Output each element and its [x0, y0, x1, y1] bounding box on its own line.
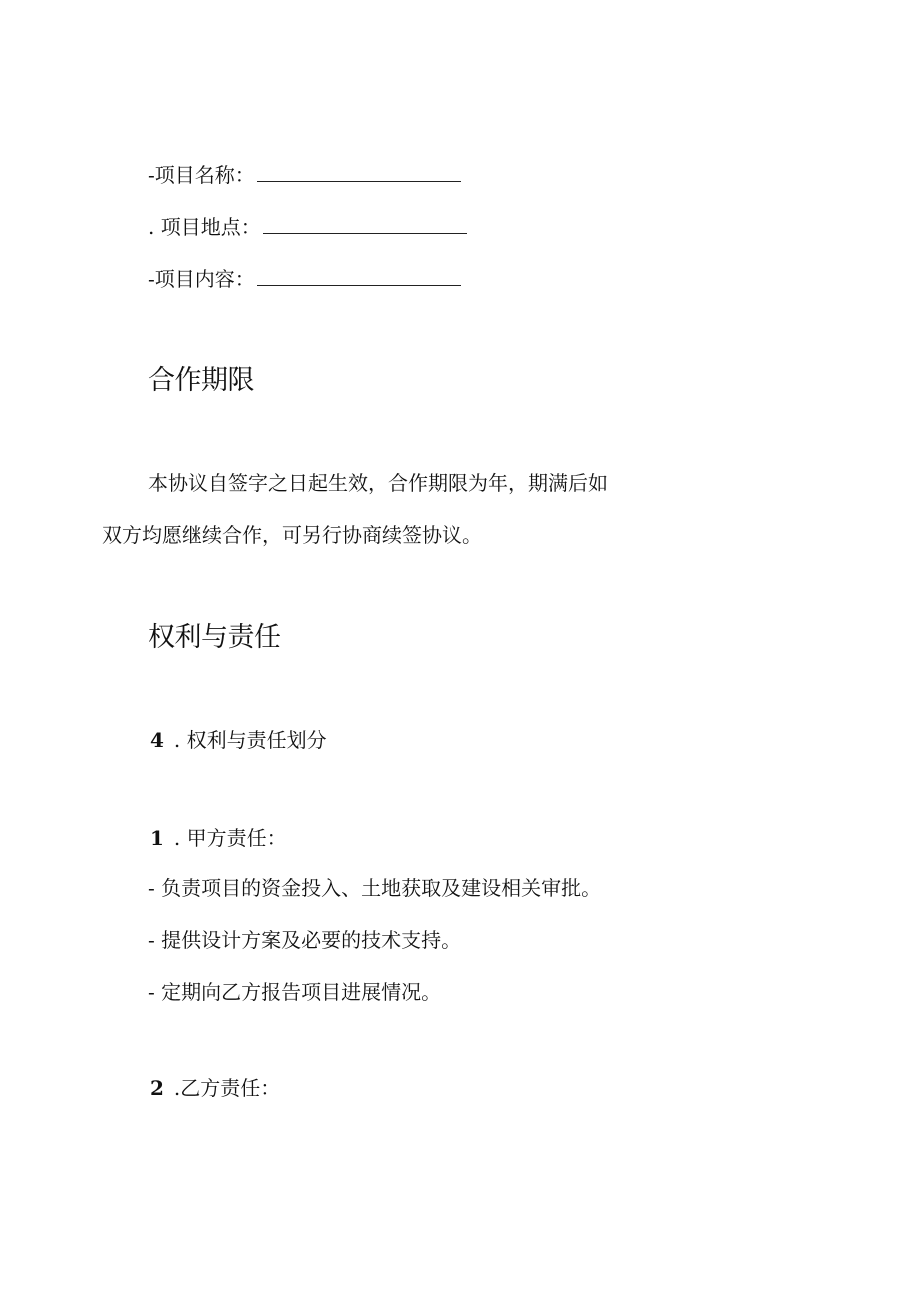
- paragraph-line-2: 双方均愿继续合作，可另行协商续签协议。: [102, 523, 482, 547]
- paragraph-line-1: 本协议自签字之日起生效，合作期限为年，期满后如: [148, 471, 608, 495]
- blank-line: [257, 267, 461, 286]
- field-label: -项目内容：: [148, 267, 255, 291]
- field-project-name: [148, 163, 461, 187]
- field-label: . 项目地点：: [148, 215, 261, 239]
- item-2: [150, 1076, 280, 1100]
- item-number: 4: [150, 728, 164, 752]
- item-1: [150, 826, 287, 850]
- item-text: . 权利与责任划分: [173, 728, 327, 752]
- heading-rights-responsibilities: 权利与责任: [148, 622, 281, 653]
- heading-cooperation-term: 合作期限: [148, 365, 254, 396]
- blank-line: [257, 163, 461, 182]
- item-text: . 甲方责任：: [173, 826, 287, 850]
- list-item: - 定期向乙方报告项目进展情况。: [148, 980, 442, 1004]
- item-4: [150, 728, 327, 752]
- field-project-location: [148, 215, 467, 239]
- item-number: 2: [150, 1076, 164, 1100]
- list-item: - 提供设计方案及必要的技术支持。: [148, 928, 462, 952]
- item-text: .乙方责任：: [173, 1076, 281, 1100]
- blank-line: [263, 215, 467, 234]
- field-project-content: [148, 267, 461, 291]
- item-number: 1: [150, 826, 164, 850]
- field-label: -项目名称：: [148, 163, 255, 187]
- list-item: - 负责项目的资金投入、土地获取及建设相关审批。: [148, 876, 602, 900]
